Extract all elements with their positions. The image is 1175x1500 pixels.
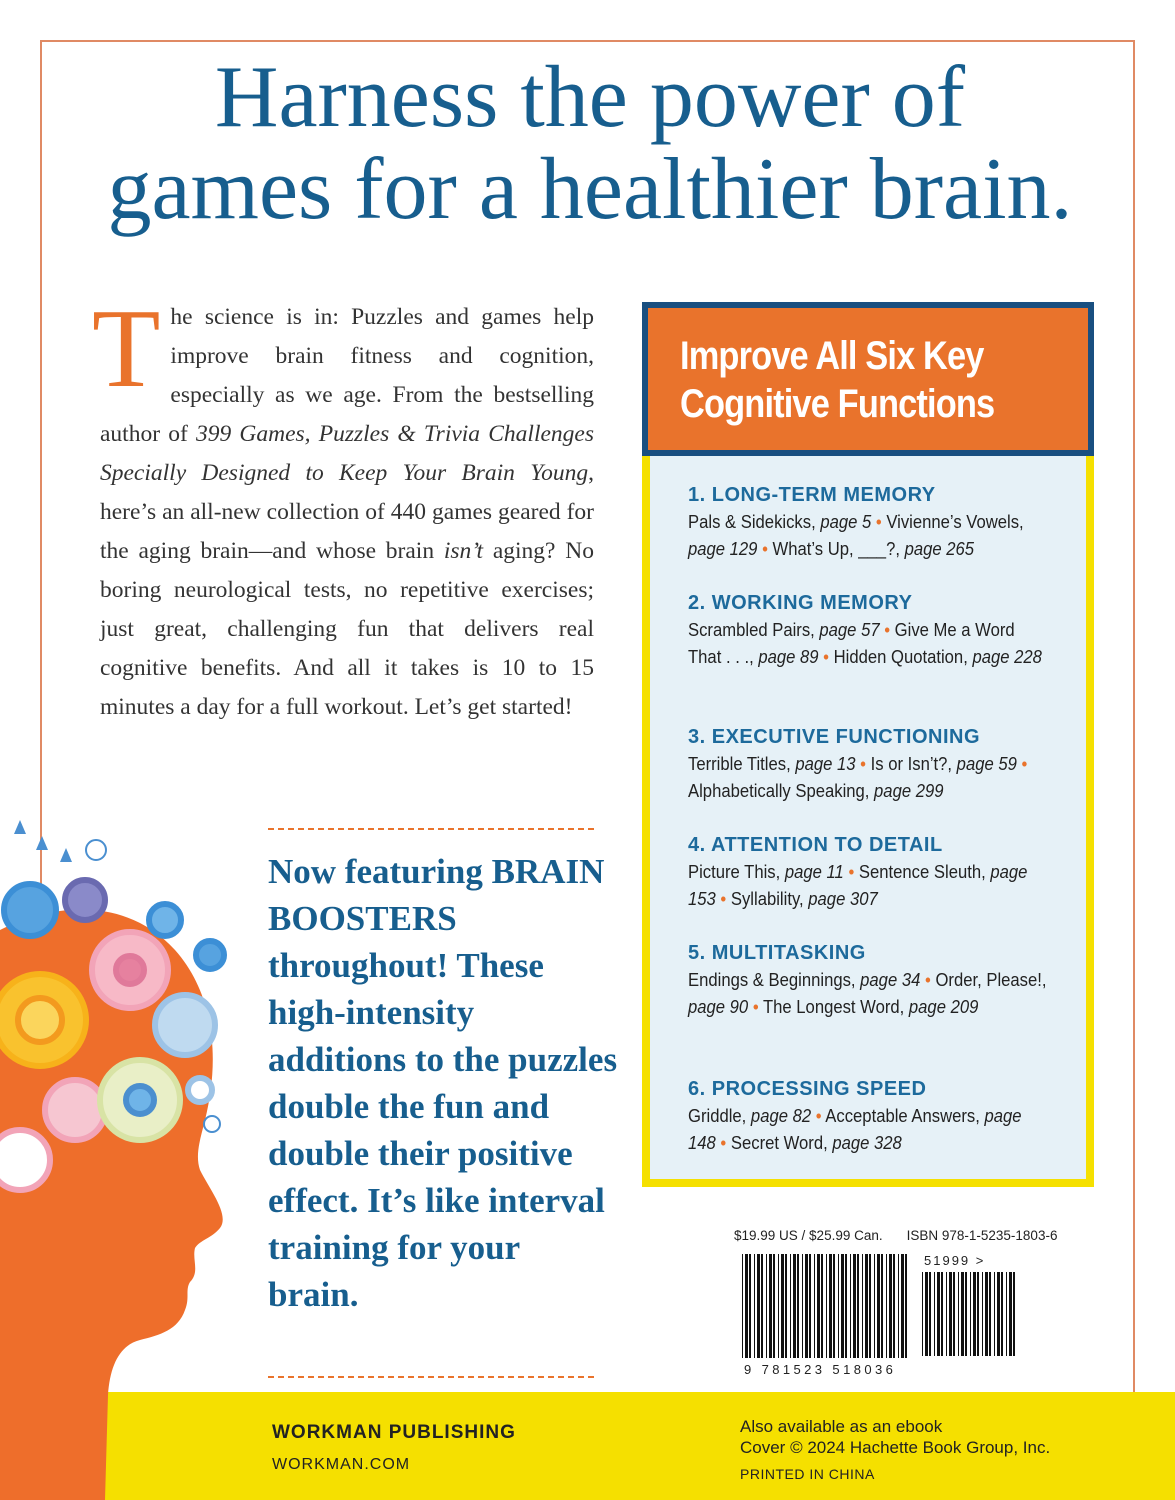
function-section xyxy=(688,940,1048,1020)
barcode-bar xyxy=(769,1254,772,1358)
publisher-name: WORKMAN PUBLISHING xyxy=(272,1422,516,1443)
game-page: page 90 xyxy=(688,996,749,1017)
barcode-bar xyxy=(1001,1272,1003,1356)
printed-in: PRINTED IN CHINA xyxy=(740,1466,875,1482)
bullet-icon: • xyxy=(715,1132,731,1153)
game-name: Picture This, xyxy=(688,861,781,882)
barcode-bar xyxy=(1009,1272,1012,1356)
bullet-icon: • xyxy=(715,888,731,909)
bullet-icon: • xyxy=(855,753,871,774)
barcode-bar xyxy=(970,1272,971,1356)
barcode-bar xyxy=(821,1254,823,1358)
barcode-bar xyxy=(893,1254,895,1358)
function-title: 5. MULTITASKING xyxy=(688,942,866,964)
game-page: page 59 xyxy=(956,753,1017,774)
barcode-bar xyxy=(797,1254,799,1358)
barcode-bar xyxy=(785,1254,787,1358)
barcode-bar xyxy=(814,1254,815,1358)
function-title: 2. WORKING MEMORY xyxy=(688,592,913,614)
function-title: 4. ATTENTION TO DETAIL xyxy=(688,834,943,856)
barcode-bar xyxy=(901,1254,904,1358)
game-name: Acceptable Answers, xyxy=(825,1105,980,1126)
barcode-bar xyxy=(989,1272,991,1356)
function-games xyxy=(688,966,1048,1020)
game-page: page 13 xyxy=(795,753,856,774)
game-name: Endings & Beginnings, xyxy=(688,969,856,990)
barcode-bar xyxy=(994,1272,995,1356)
drop-cap: T xyxy=(92,287,161,411)
bullet-icon: • xyxy=(871,511,887,532)
publisher-website: WORKMAN.COM xyxy=(272,1456,411,1473)
price-line xyxy=(734,1228,1057,1243)
bullet-icon: • xyxy=(1016,753,1028,774)
barcode-bar xyxy=(817,1254,820,1358)
barcode-bar xyxy=(857,1254,859,1358)
price-barcode xyxy=(922,1272,1016,1356)
function-games xyxy=(688,750,1048,804)
barcode-bar xyxy=(898,1254,899,1358)
barcode-bar xyxy=(809,1254,811,1358)
game-page: page 153 xyxy=(688,861,1028,909)
barcode-bar xyxy=(977,1272,979,1356)
barcode-bar xyxy=(997,1272,1000,1356)
game-name: The Longest Word, xyxy=(762,996,905,1017)
bullet-icon: • xyxy=(920,969,936,990)
barcode-bar xyxy=(766,1254,767,1358)
barcode-bar xyxy=(877,1254,880,1358)
barcode-bar xyxy=(853,1254,856,1358)
barcode-bar xyxy=(761,1254,763,1358)
game-page: page 82 xyxy=(750,1105,812,1126)
function-games xyxy=(688,858,1048,912)
headline-line-1: Harness the power of xyxy=(214,49,966,146)
price: $19.99 US / $25.99 Can. xyxy=(734,1228,883,1243)
game-name: What’s Up, ___?, xyxy=(772,538,900,559)
bullet-icon: • xyxy=(757,538,773,559)
barcode-bar xyxy=(841,1254,844,1358)
game-page: page 5 xyxy=(820,511,872,532)
game-page: page 57 xyxy=(819,619,880,640)
function-games xyxy=(688,508,1048,562)
game-page: page 265 xyxy=(904,538,975,559)
game-name: Terrible Titles, xyxy=(688,753,791,774)
barcode-bar xyxy=(869,1254,871,1358)
function-section xyxy=(688,590,1048,670)
functions-heading-box xyxy=(642,302,1094,456)
game-page: page 129 xyxy=(688,538,758,559)
barcode-bar xyxy=(865,1254,868,1358)
game-name: Order, Please!, xyxy=(935,969,1047,990)
barcode-bar xyxy=(1013,1272,1015,1356)
intro-text-b: , here’s an all-new collection of 440 games geared for the aging brain—and whose brain xyxy=(100,460,594,564)
function-section xyxy=(688,1076,1048,1156)
game-page: page 228 xyxy=(972,646,1042,667)
barcode-bar xyxy=(790,1254,791,1358)
game-page: page 307 xyxy=(808,888,878,909)
function-section xyxy=(688,482,1048,562)
barcode-bar xyxy=(826,1254,827,1358)
copyright-line: Cover © 2024 Hachette Book Group, Inc. xyxy=(740,1438,1051,1457)
barcode-bar xyxy=(949,1272,952,1356)
isbn: ISBN 978-1-5235-1803-6 xyxy=(906,1228,1058,1243)
function-title: 6. PROCESSING SPEED xyxy=(688,1078,927,1100)
barcode-bar xyxy=(802,1254,803,1358)
barcode-bar xyxy=(862,1254,863,1358)
game-name: Give Me a Word That . . ., xyxy=(688,619,1015,667)
functions-heading-line-2: Cognitive Functions xyxy=(680,382,995,426)
headline xyxy=(60,49,1120,238)
game-name: Griddle, xyxy=(688,1105,747,1126)
game-page: page 328 xyxy=(832,1132,902,1153)
game-name: Hidden Quotation, xyxy=(833,646,968,667)
game-name: Alphabetically Speaking, xyxy=(688,780,870,801)
barcode-bar xyxy=(781,1254,784,1358)
barcode-bar xyxy=(805,1254,808,1358)
barcode-bar xyxy=(973,1272,976,1356)
divider-top xyxy=(268,828,594,830)
ebook-line: Also available as an ebook xyxy=(740,1417,943,1436)
intro-emphasis: isn’t xyxy=(443,538,484,564)
intro-text-a: he science is in: Puzzles and games help improve brain fitness and cognition, especially as we age. From the bestselling author of xyxy=(100,304,594,447)
barcode-bar xyxy=(742,1254,743,1358)
barcode-bar xyxy=(982,1272,983,1356)
barcode-bar xyxy=(749,1254,751,1358)
game-page: page 209 xyxy=(908,996,979,1017)
barcode-bar xyxy=(838,1254,839,1358)
bullet-icon: • xyxy=(811,1105,826,1126)
barcode-bar xyxy=(929,1272,931,1356)
function-section xyxy=(688,724,1048,804)
barcode-bar xyxy=(874,1254,875,1358)
brain-boosters-text: Now featuring BRAIN BOOSTERS throughout! These high-intensity additions to the puzzles double the fun and double their positive effect. It’s like interval training for your brain. xyxy=(268,852,618,1314)
game-page: page 299 xyxy=(874,780,944,801)
barcode-bar xyxy=(829,1254,832,1358)
functions-heading-inner xyxy=(648,308,1088,450)
barcode-bar xyxy=(946,1272,947,1356)
game-name: Scrambled Pairs, xyxy=(688,619,815,640)
barcode-bar xyxy=(925,1272,928,1356)
functions-heading xyxy=(680,332,994,428)
barcode-bar xyxy=(941,1272,943,1356)
divider-bottom xyxy=(268,1376,594,1378)
barcode-bar xyxy=(1006,1272,1007,1356)
barcode-bar xyxy=(881,1254,883,1358)
bullet-icon: • xyxy=(843,861,859,882)
barcode-bar xyxy=(845,1254,847,1358)
barcode-bar xyxy=(754,1254,755,1358)
game-name: Secret Word, xyxy=(730,1132,828,1153)
barcode-bar xyxy=(905,1254,907,1358)
function-section xyxy=(688,832,1048,912)
bullet-icon: • xyxy=(748,996,763,1017)
barcode-bar xyxy=(773,1254,775,1358)
barcode-bar xyxy=(886,1254,887,1358)
game-name: Pals & Sidekicks, xyxy=(688,511,816,532)
intro-book-title: 399 Games, Puzzles & Trivia Challenges Specially Designed to Keep Your Brain Young xyxy=(100,421,594,486)
barcode-bar xyxy=(850,1254,851,1358)
barcode-bar xyxy=(833,1254,835,1358)
intro-text-c: aging? No boring neurological tests, no repetitive exercises; just great, challenging fun that delivers real cognitive benefits. And all it takes is 10 to 15 minutes a day for a full workout. Let’s get started! xyxy=(100,538,594,720)
barcode-bar xyxy=(985,1272,988,1356)
barcode-bar xyxy=(958,1272,959,1356)
ebook-notice xyxy=(740,1416,1050,1458)
game-name: Syllability, xyxy=(730,888,804,909)
game-name: Vivienne’s Vowels, xyxy=(886,511,1024,532)
game-name: Sentence Sleuth, xyxy=(858,861,986,882)
barcode-bar xyxy=(922,1272,923,1356)
barcode-bar xyxy=(757,1254,760,1358)
barcode-bar xyxy=(778,1254,779,1358)
game-name: Is or Isn’t?, xyxy=(870,753,953,774)
function-title: 1. LONG-TERM MEMORY xyxy=(688,484,936,506)
barcode-number: 9 781523 518036 xyxy=(744,1362,897,1377)
barcode-addon-number: 51999 > xyxy=(924,1253,986,1268)
barcode-bar xyxy=(937,1272,940,1356)
functions-list-box xyxy=(642,456,1094,1187)
functions-list xyxy=(650,456,1086,1179)
game-page: page 89 xyxy=(758,646,819,667)
function-games xyxy=(688,1102,1048,1156)
barcode-bar xyxy=(965,1272,967,1356)
functions-heading-line-1: Improve All Six Key xyxy=(680,334,984,378)
intro-paragraph xyxy=(92,287,594,727)
game-page: page 11 xyxy=(784,861,844,882)
barcode-bar xyxy=(889,1254,892,1358)
barcode-bar xyxy=(961,1272,964,1356)
function-title: 3. EXECUTIVE FUNCTIONING xyxy=(688,726,981,748)
gear-head-icon xyxy=(0,820,270,1500)
barcode-bar xyxy=(793,1254,796,1358)
bullet-icon: • xyxy=(818,646,834,667)
barcode-bar xyxy=(953,1272,955,1356)
isbn-barcode xyxy=(742,1254,908,1358)
game-page: page 34 xyxy=(860,969,921,990)
function-games xyxy=(688,616,1048,670)
bullet-icon: • xyxy=(879,619,895,640)
game-page: page 148 xyxy=(688,1105,1022,1153)
barcode-bar xyxy=(934,1272,935,1356)
barcode-bar xyxy=(745,1254,748,1358)
headline-line-2: games for a healthier brain. xyxy=(107,141,1073,238)
